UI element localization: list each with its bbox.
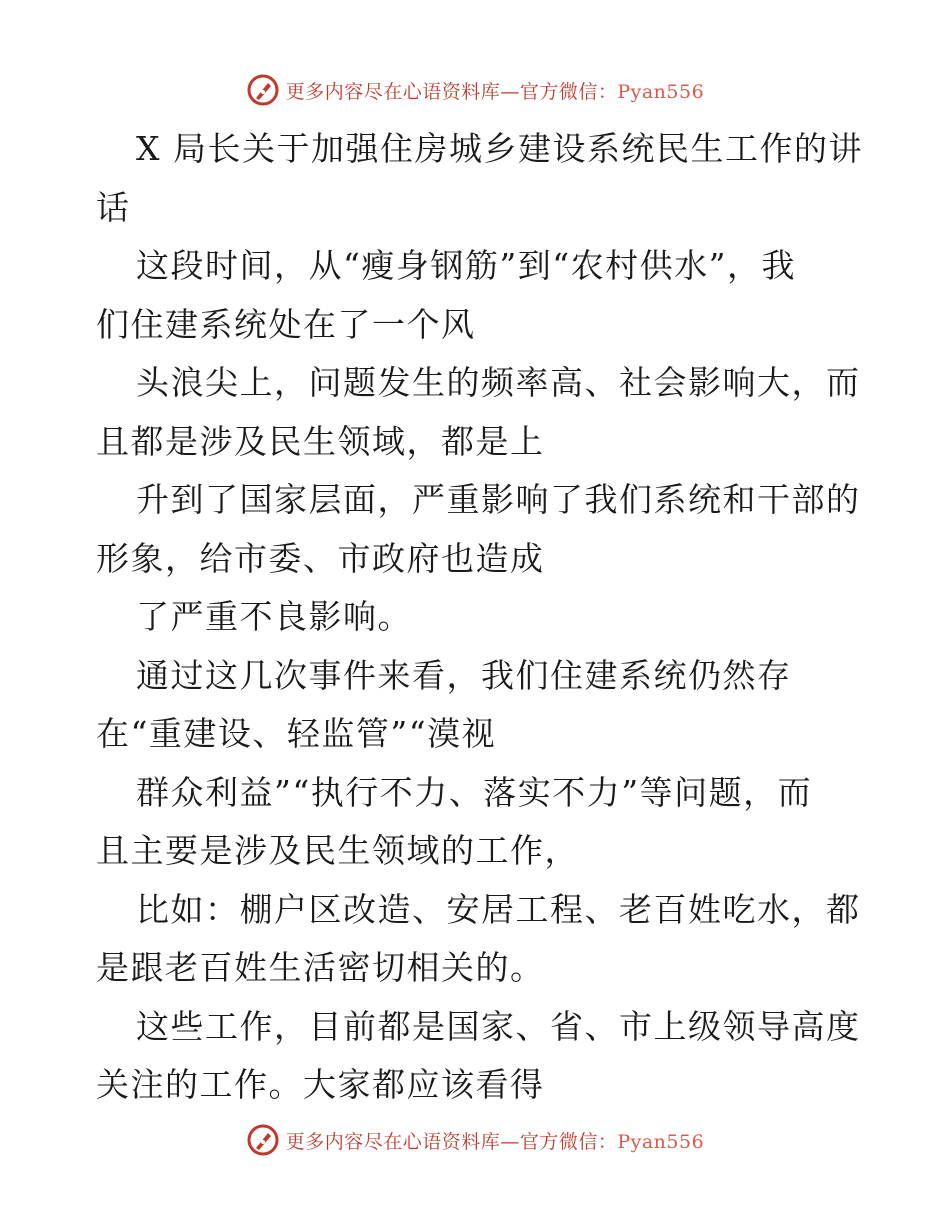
document-line: 了严重不良影响。 [136,597,412,636]
document-line: 升到了国家层面，严重影响了我们系统和干部的 [136,480,861,519]
document-line: 话 [96,187,131,227]
pen-nib-circle-icon [246,1123,280,1157]
banner-wechat-label: 官方微信： [519,80,618,103]
document-line: 这段时间，从“瘦身钢筋”到“农村供水”，我 [136,246,796,285]
banner-text [286,77,704,104]
banner-content [246,1123,704,1157]
document-line: 这些工作，目前都是国家、省、市上级领导高度 [136,1006,861,1046]
document-line: 头浪尖上，问题发生的频率高、社会影响大，而 [136,363,861,402]
document-line: 是跟老百姓生活密切相关的。 [96,948,545,987]
banner-wechat-label: 官方微信： [519,1130,618,1153]
banner-wechat-id: Pyan556 [617,1130,705,1153]
footer-banner [0,1118,950,1162]
banner-wechat-id: Pyan556 [617,80,705,103]
document-line: 群众利益”“执行不力、落实不力”等问题，而 [136,772,813,812]
banner-dash: — [500,1130,520,1153]
document-line: 们住建系统处在了一个风 [96,304,476,344]
document-line: 且都是涉及民生领域，都是上 [96,421,545,461]
document-line: X 局长关于加强住房城乡建设系统民生工作的讲 [136,129,863,168]
document-line: 通过这几次事件来看，我们住建系统仍然存 [136,655,792,695]
banner-main-text: 更多内容尽在心语资料库 [285,1130,501,1153]
document-body [96,120,863,1115]
banner-content [246,73,704,107]
banner-main-text: 更多内容尽在心语资料库 [285,80,501,103]
document-line: 在“重建设、轻监管”“漠视 [96,714,497,753]
document-line: 形象，给市委、市政府也造成 [96,538,545,578]
banner-dash: — [500,80,520,103]
banner-text [286,1127,704,1154]
pen-nib-circle-icon [246,73,280,107]
header-banner [0,68,950,112]
document-line: 比如：棚户区改造、安居工程、老百姓吃水，都 [136,889,861,929]
document-line: 关注的工作。大家都应该看得 [96,1065,545,1104]
document-line: 且主要是涉及民生领域的工作， [96,831,579,870]
